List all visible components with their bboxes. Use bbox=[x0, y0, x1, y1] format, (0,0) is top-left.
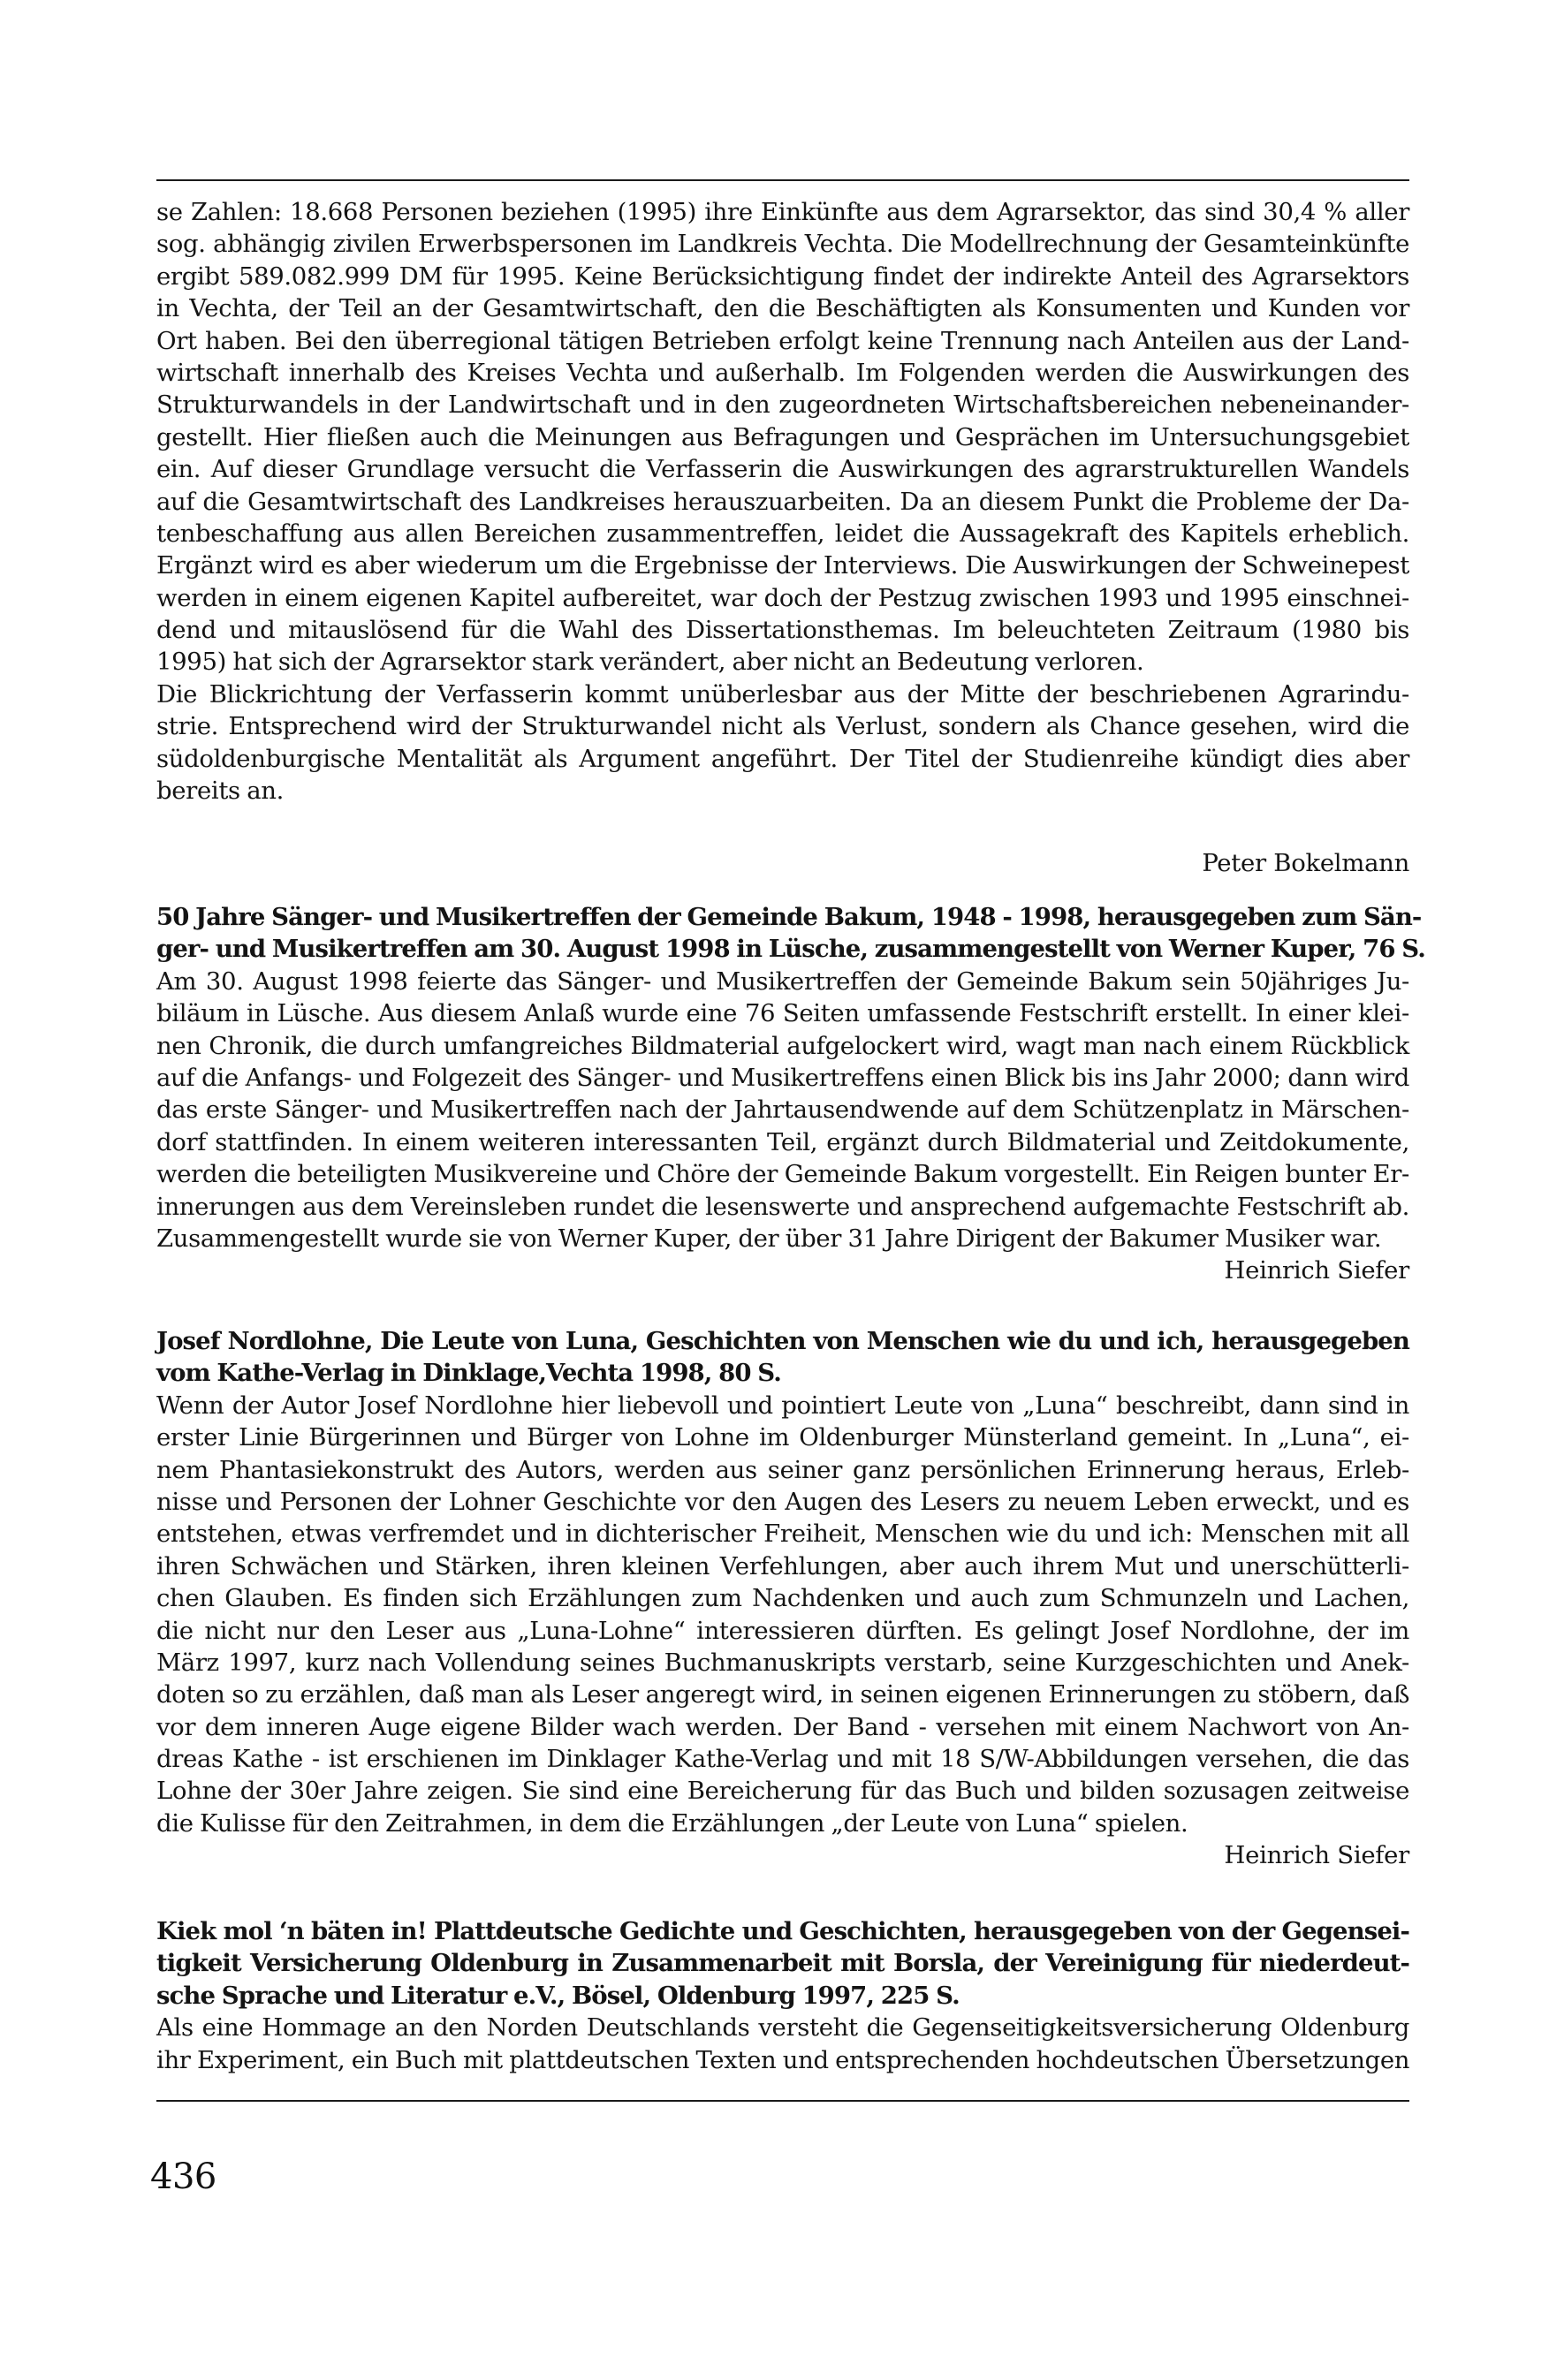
review-heading-line: Kiek mol ‘n bäten in! Plattdeutsche Gedichte und Geschichten, herausgegeben von der Gegensei- bbox=[156, 1917, 1409, 1945]
review-body-line: März 1997, kurz nach Vollendung seines Buchmanuskripts verstarb, seine Kurzgeschichten und Anek- bbox=[156, 1648, 1409, 1677]
review-body-line: 1995) hat sich der Agrarsektor stark verändert, aber nicht an Bedeutung verloren. bbox=[156, 648, 1144, 677]
review-section-bokelmann bbox=[156, 196, 1409, 880]
review-body-line: doten so zu erzählen, daß man als Leser angeregt wird, in seinen eigenen Erinnerungen zu stöbern, daß bbox=[156, 1680, 1409, 1709]
review-body-line: Ort haben. Bei den überregional tätigen Betrieben erfolgt keine Trennung nach Anteilen aus der Land- bbox=[156, 326, 1409, 355]
review-section-saengertreffen bbox=[156, 901, 1425, 1287]
review-body-line: nem Phantasiekonstrukt des Autors, werden aus seiner ganz persönlichen Erinnerung heraus, Erleb- bbox=[156, 1455, 1409, 1484]
review-body-line: Wenn der Autor Josef Nordlohne hier liebevoll und pointiert Leute von „Luna“ beschreibt, dann sind in bbox=[156, 1391, 1409, 1420]
review-body-line: Lohne der 30er Jahre zeigen. Sie sind eine Bereicherung für das Buch und bilden sozusagen zeitweise bbox=[156, 1777, 1409, 1806]
review-body-line: bereits an. bbox=[156, 777, 284, 806]
review-section-kiek-mol bbox=[156, 1915, 1409, 2076]
reviewer-signature: Heinrich Siefer bbox=[1224, 1841, 1409, 1870]
review-body-line: südoldenburgische Mentalität als Argument angeführt. Der Titel der Studienreihe kündigt dies aber bbox=[156, 744, 1409, 773]
review-body-line: die Kulisse für den Zeitrahmen, in dem die Erzählungen „der Leute von Luna“ spielen. bbox=[156, 1808, 1188, 1838]
review-body-line: strie. Entsprechend wird der Strukturwandel nicht als Verlust, sondern als Chance gesehen, wird die bbox=[156, 712, 1409, 741]
page-number: 436 bbox=[150, 2156, 216, 2197]
review-body-line: nen Chronik, die durch umfangreiches Bildmaterial aufgelockert wird, wagt man nach einem Rückblick bbox=[156, 1031, 1409, 1060]
review-body-line: ergibt 589.082.999 DM für 1995. Keine Berücksichtigung findet der indirekte Anteil des Agrarsektors bbox=[156, 261, 1409, 291]
review-body-line: Ergänzt wird es aber wiederum um die Ergebnisse der Interviews. Die Auswirkungen der Schweinepest bbox=[156, 551, 1409, 580]
review-body-line: werden die beteiligten Musikvereine und Chöre der Gemeinde Bakum vorgestellt. Ein Reigen bunter Er- bbox=[156, 1160, 1409, 1189]
review-heading-line: tigkeit Versicherung Oldenburg in Zusammenarbeit mit Borsla, der Vereinigung für niederdeut- bbox=[156, 1949, 1409, 1978]
review-body-line: dend und mitauslösend für die Wahl des Dissertationsthemas. Im beleuchteten Zeitraum (1980 bis bbox=[156, 616, 1409, 645]
review-heading-line: sche Sprache und Literatur e.V., Bösel, Oldenburg 1997, 225 S. bbox=[156, 1981, 960, 2010]
review-body-line: erster Linie Bürgerinnen und Bürger von Lohne im Oldenburger Münsterland gemeint. In „Luna“, ei- bbox=[156, 1423, 1409, 1452]
review-body-line: wirtschaft innerhalb des Kreises Vechta und außerhalb. Im Folgenden werden die Auswirkungen des bbox=[156, 358, 1409, 387]
reviewer-signature: Peter Bokelmann bbox=[1202, 849, 1409, 878]
review-body-line: auf die Anfangs- und Folgezeit des Sänger- und Musikertreffens einen Blick bis ins Jahr 2000; dann wird bbox=[156, 1063, 1409, 1092]
review-heading-line: ger- und Musikertreffen am 30. August 1998 in Lüsche, zusammengestellt von Werner Kuper, 76 S. bbox=[156, 935, 1425, 964]
header-rule bbox=[156, 179, 1409, 181]
review-body-line: ihren Schwächen und Stärken, ihren kleinen Verfehlungen, aber auch ihrem Mut und unerschütterli- bbox=[156, 1551, 1409, 1580]
review-body-line: ein. Auf dieser Grundlage versucht die Verfasserin die Auswirkungen des agrarstrukturellen Wandels bbox=[156, 455, 1409, 484]
review-body-line: die nicht nur den Leser aus „Luna-Lohne“ interessieren dürften. Es gelingt Josef Nordlohne, der im bbox=[156, 1616, 1409, 1645]
review-body-line: chen Glauben. Es finden sich Erzählungen zum Nachdenken und auch zum Schmunzeln und Lachen, bbox=[156, 1584, 1409, 1613]
review-body-line: gestellt. Hier fließen auch die Meinungen aus Befragungen und Gesprächen im Untersuchungsgebiet bbox=[156, 422, 1409, 451]
review-body-line: entstehen, etwas verfremdet und in dichterischer Freiheit, Menschen wie du und ich: Menschen mit all bbox=[156, 1520, 1409, 1549]
review-body-line: Die Blickrichtung der Verfasserin kommt unüberlesbar aus der Mitte der beschriebenen Agrarindu- bbox=[156, 679, 1409, 709]
review-heading-line: Josef Nordlohne, Die Leute von Luna, Geschichten von Menschen wie du und ich, herausgegeben bbox=[156, 1327, 1409, 1355]
review-body-line: in Vechta, der Teil an der Gesamtwirtschaft, den die Beschäftigten als Konsumenten und Kunden vor bbox=[156, 294, 1409, 323]
review-body-line: dorf stattfinden. In einem weiteren interessanten Teil, ergänzt durch Bildmaterial und Zeitdokumente, bbox=[156, 1127, 1409, 1156]
review-section-leute-von-luna bbox=[156, 1325, 1409, 1872]
review-body-line: vor dem inneren Auge eigene Bilder wach werden. Der Band - versehen mit einem Nachwort von An- bbox=[156, 1712, 1409, 1741]
review-body-line: nisse und Personen der Lohner Geschichte vor den Augen des Lesers zu neuem Leben erweckt, und es bbox=[156, 1487, 1409, 1516]
review-body-line: Strukturwandels in der Landwirtschaft und in den zugeordneten Wirtschaftsbereichen nebeneinander- bbox=[156, 390, 1409, 420]
review-heading-line: 50 Jahre Sänger- und Musikertreffen der Gemeinde Bakum, 1948 - 1998, herausgegeben zum Sän- bbox=[156, 903, 1422, 931]
reviewer-signature: Heinrich Siefer bbox=[1224, 1256, 1409, 1285]
review-body-line: ihr Experiment, ein Buch mit plattdeutschen Texten und entsprechenden hochdeutschen Übersetzungen bbox=[156, 2045, 1410, 2074]
review-body-line: das erste Sänger- und Musikertreffen nach der Jahrtausendwende auf dem Schützenplatz in Märschen- bbox=[156, 1095, 1409, 1125]
review-body-line: Am 30. August 1998 feierte das Sänger- und Musikertreffen der Gemeinde Bakum sein 50jähriges Ju- bbox=[156, 966, 1409, 996]
review-body-line: biläum in Lüsche. Aus diesem Anlaß wurde eine 76 Seiten umfassende Festschrift erstellt. In einer klei- bbox=[156, 999, 1409, 1028]
review-body-line: werden in einem eigenen Kapitel aufbereitet, war doch der Pestzug zwischen 1993 und 1995 einschnei- bbox=[156, 583, 1409, 612]
review-body-line: Als eine Hommage an den Norden Deutschlands versteht die Gegenseitigkeitsversicherung Oldenburg bbox=[156, 2013, 1409, 2043]
footer-rule bbox=[156, 2100, 1409, 2102]
review-heading-line: vom Kathe-Verlag in Dinklage,Vechta 1998, 80 S. bbox=[156, 1359, 781, 1388]
review-body-line: tenbeschaffung aus allen Bereichen zusammentreffen, leidet die Aussagekraft des Kapitels erheblich. bbox=[156, 519, 1409, 548]
review-body-line: auf die Gesamtwirtschaft des Landkreises herauszuarbeiten. Da an diesem Punkt die Probleme der Da- bbox=[156, 487, 1409, 516]
review-body-line: Zusammengestellt wurde sie von Werner Kuper, der über 31 Jahre Dirigent der Bakumer Musiker war. bbox=[156, 1224, 1382, 1253]
review-body-line: innerungen aus dem Vereinsleben rundet die lesenswerte und ansprechend aufgemachte Festschrift ab. bbox=[156, 1192, 1409, 1221]
review-body-line: se Zahlen: 18.668 Personen beziehen (1995) ihre Einkünfte aus dem Agrarsektor, das sind 30,4 % aller bbox=[156, 198, 1409, 226]
review-body-line: sog. abhängig zivilen Erwerbspersonen im Landkreis Vechta. Die Modellrechnung der Gesamteinkünfte bbox=[156, 230, 1409, 259]
review-body-line: dreas Kathe - ist erschienen im Dinklager Kathe-Verlag und mit 18 S/W-Abbildungen versehen, die das bbox=[156, 1745, 1409, 1774]
